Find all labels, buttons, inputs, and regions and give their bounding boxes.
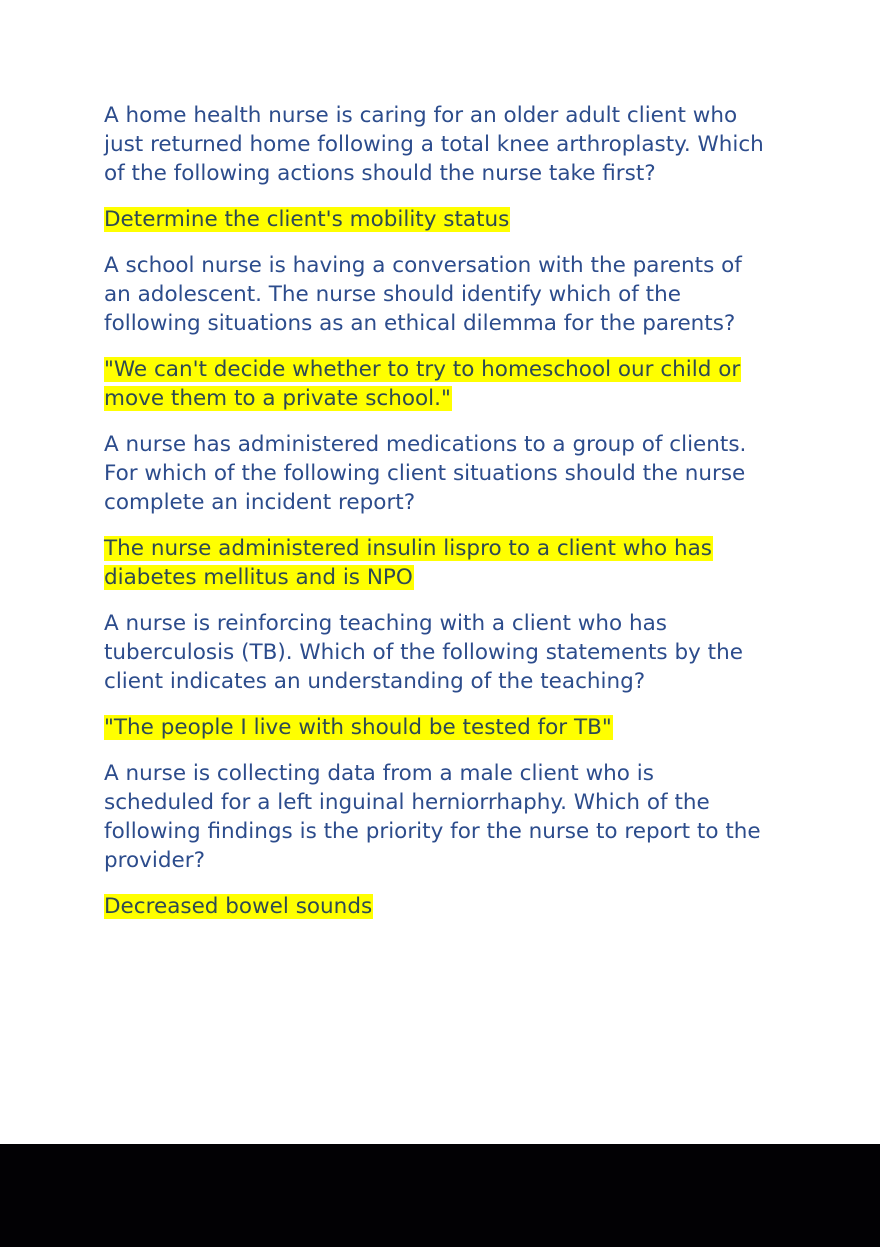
question-5: A nurse is collecting data from a male client who is scheduled for a left inguinal herniorrhaphy. Which of the following findings is the priority for the nurse to report to the provider? bbox=[104, 761, 761, 873]
bottom-black-bar bbox=[0, 1144, 880, 1247]
answer-4-highlight: "The people I live with should be tested for TB" bbox=[104, 715, 612, 740]
answer-3-highlight: The nurse administered insulin lispro to a client who has diabetes mellitus and is NPO bbox=[104, 536, 712, 590]
answer-4 bbox=[104, 713, 769, 742]
answer-1-highlight: Determine the client's mobility status bbox=[104, 207, 510, 232]
answer-2-highlight: "We can't decide whether to try to homeschool our child or move them to a private school." bbox=[104, 357, 741, 411]
answer-5-highlight: Decreased bowel sounds bbox=[104, 894, 373, 919]
question-1: A home health nurse is caring for an older adult client who just returned home following a total knee arthroplasty. Which of the following actions should the nurse take first? bbox=[104, 103, 764, 186]
answer-3 bbox=[104, 534, 769, 592]
question-3: A nurse has administered medications to a group of clients. For which of the following client situations should the nurse complete an incident report? bbox=[104, 432, 747, 515]
question-4: A nurse is reinforcing teaching with a client who has tuberculosis (TB). Which of the following statements by the client indicates an understanding of the teaching? bbox=[104, 611, 743, 694]
question-2: A school nurse is having a conversation with the parents of an adolescent. The nurse should identify which of the following situations as an ethical dilemma for the parents? bbox=[104, 253, 742, 336]
answer-5 bbox=[104, 892, 769, 921]
answer-1 bbox=[104, 205, 769, 234]
document-content bbox=[104, 101, 769, 938]
answer-2 bbox=[104, 355, 769, 413]
